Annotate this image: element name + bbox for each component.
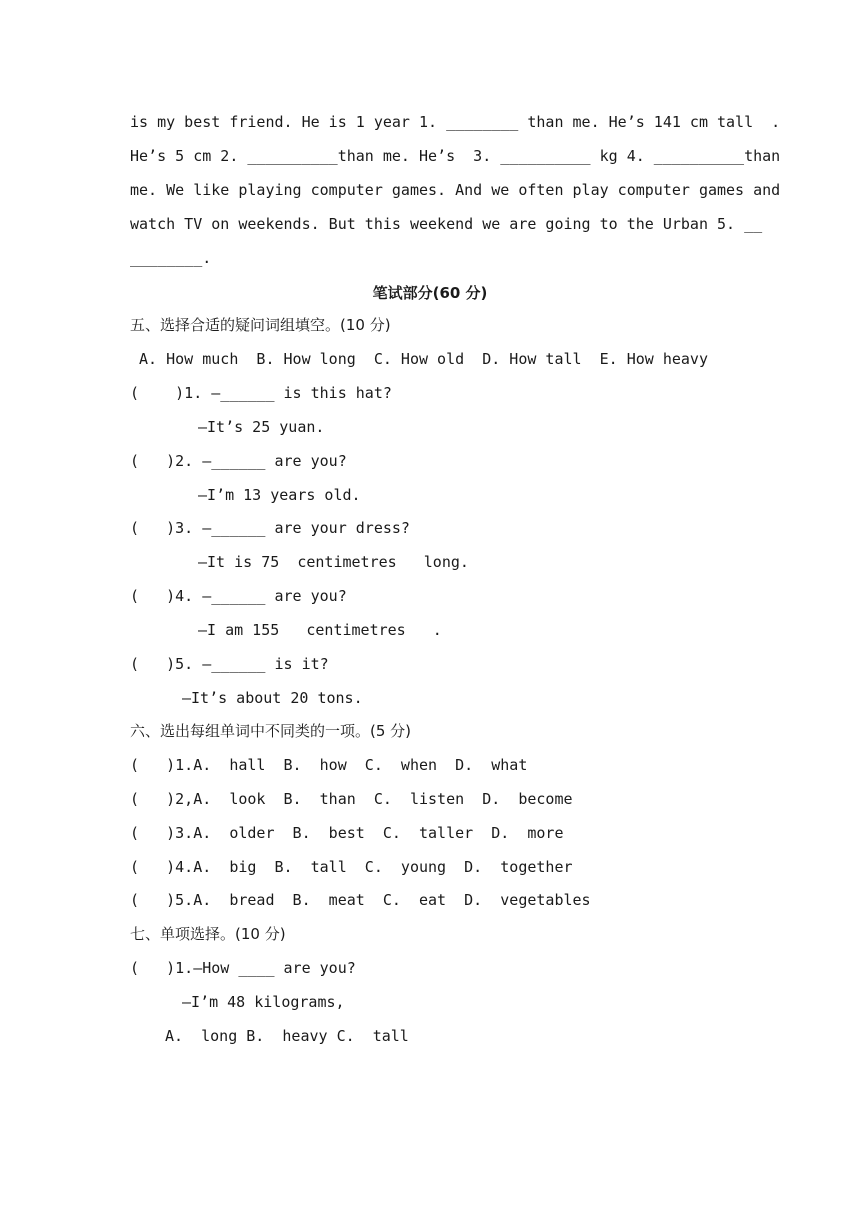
s7-answer-1: —I’m 48 kilograms, xyxy=(182,993,345,1011)
s5-question-1: ( )1. —______ is this hat? xyxy=(130,384,392,402)
s6-question-4: ( )4.A. big B. tall C. young D. together xyxy=(130,858,573,876)
s5-answer-1: —It’s 25 yuan. xyxy=(198,418,325,436)
s5-answer-5: —It’s about 20 tons. xyxy=(182,689,363,707)
s6-question-2: ( )2,A. look B. than C. listen D. become xyxy=(130,790,573,808)
section-7-title: 七、单项选择。(10 分) xyxy=(130,925,286,943)
s7-options-1: A. long B. heavy C. tall xyxy=(165,1027,409,1045)
section-6-title: 六、选出每组单词中不同类的一项。(5 分) xyxy=(130,722,412,740)
s5-question-4: ( )4. —______ are you? xyxy=(130,587,347,605)
passage-line-4: watch TV on weekends. But this weekend we are going to the Urban 5. __ xyxy=(130,215,763,233)
section-5-options: A. How much B. How long C. How old D. How tall E. How heavy xyxy=(130,350,708,368)
s7-question-1: ( )1.—How ____ are you? xyxy=(130,959,356,977)
section-5-title: 五、选择合适的疑问词组填空。(10 分) xyxy=(130,316,391,334)
s5-answer-3: —It is 75 centimetres long. xyxy=(198,553,469,571)
s5-question-5: ( )5. —______ is it? xyxy=(130,655,329,673)
passage-line-3: me. We like playing computer games. And we often play computer games and xyxy=(130,181,781,199)
s6-question-1: ( )1.A. hall B. how C. when D. what xyxy=(130,756,528,774)
passage-line-1: is my best friend. He is 1 year 1. ________ than me. He’s 141 cm tall . xyxy=(130,113,781,131)
passage-line-5: ________. xyxy=(130,249,212,267)
s6-question-5: ( )5.A. bread B. meat C. eat D. vegetables xyxy=(130,891,591,909)
s5-answer-4: —I am 155 centimetres . xyxy=(198,621,442,639)
s5-answer-2: —I’m 13 years old. xyxy=(198,486,361,504)
s5-question-2: ( )2. —______ are you? xyxy=(130,452,347,470)
s6-question-3: ( )3.A. older B. best C. taller D. more xyxy=(130,824,564,842)
s5-question-3: ( )3. —______ are your dress? xyxy=(130,519,410,537)
passage-line-2: He’s 5 cm 2. __________than me. He’s 3. __________ kg 4. __________than xyxy=(130,147,781,165)
written-section-header: 笔试部分(60 分) xyxy=(372,284,488,302)
